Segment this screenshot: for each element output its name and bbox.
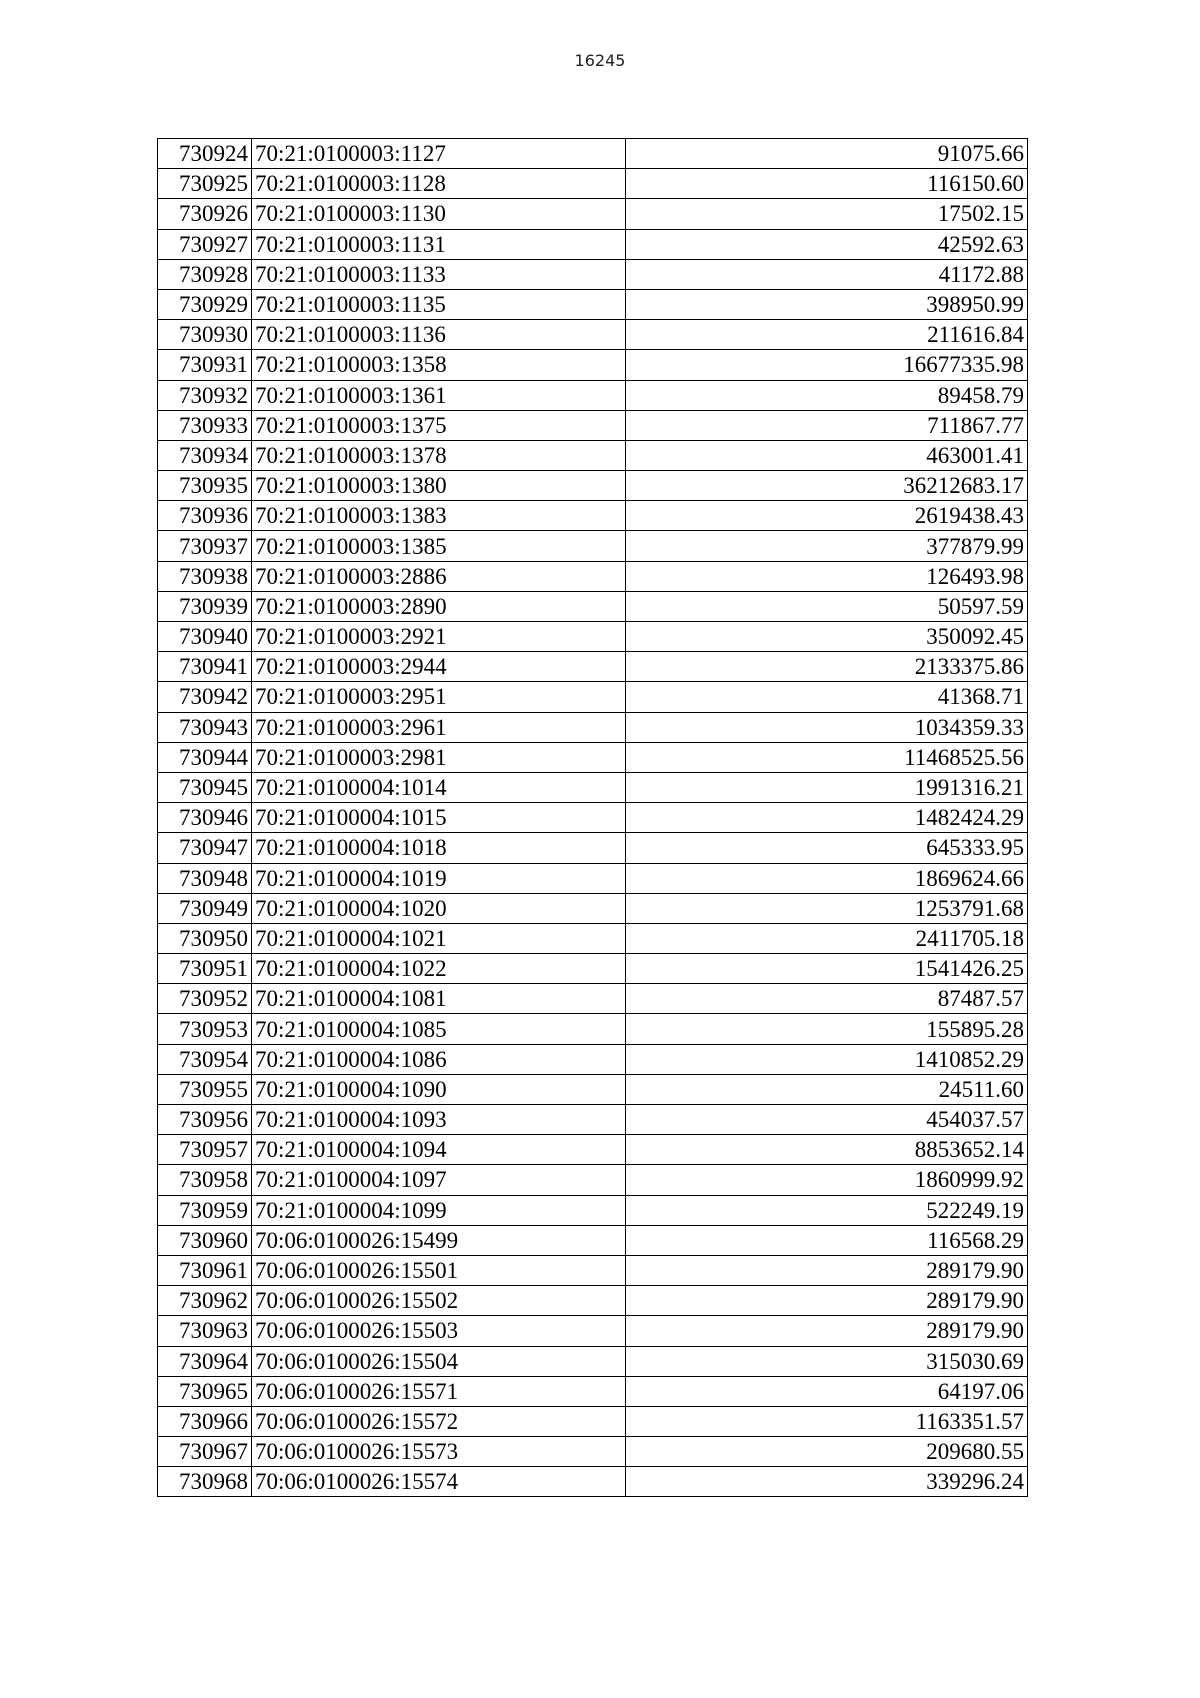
cadastral-value-cell: 2133375.86: [626, 652, 1028, 682]
cadastral-number-cell: 70:21:0100004:1015: [252, 803, 626, 833]
cadastral-value-cell: 289179.90: [626, 1286, 1028, 1316]
row-number-cell: 730955: [158, 1074, 252, 1104]
cadastral-number-cell: 70:21:0100004:1086: [252, 1044, 626, 1074]
page-number: 16245: [574, 51, 626, 70]
table-row: [158, 1255, 1028, 1285]
row-number-cell: 730960: [158, 1225, 252, 1255]
cadastral-number-cell: 70:21:0100004:1097: [252, 1165, 626, 1195]
row-number-cell: 730962: [158, 1286, 252, 1316]
table-row: [158, 1105, 1028, 1135]
table-row: [158, 1195, 1028, 1225]
row-number-cell: 730968: [158, 1467, 252, 1497]
table-row: [158, 1135, 1028, 1165]
cadastral-value-cell: 454037.57: [626, 1105, 1028, 1135]
cadastral-value-cell: 398950.99: [626, 289, 1028, 319]
cadastral-value-cell: 16677335.98: [626, 350, 1028, 380]
cadastral-number-cell: 70:06:0100026:15571: [252, 1376, 626, 1406]
cadastral-number-cell: 70:06:0100026:15501: [252, 1255, 626, 1285]
cadastral-number-cell: 70:21:0100003:1136: [252, 320, 626, 350]
cadastral-number-cell: 70:21:0100004:1094: [252, 1135, 626, 1165]
cadastral-number-cell: 70:21:0100004:1014: [252, 772, 626, 802]
table-row: [158, 954, 1028, 984]
row-number-cell: 730943: [158, 712, 252, 742]
table-row: [158, 803, 1028, 833]
table-row: [158, 169, 1028, 199]
row-number-cell: 730926: [158, 199, 252, 229]
cadastral-value-cell: 89458.79: [626, 380, 1028, 410]
cadastral-number-cell: 70:06:0100026:15573: [252, 1437, 626, 1467]
cadastral-value-cell: 116568.29: [626, 1225, 1028, 1255]
cadastral-number-cell: 70:21:0100003:2921: [252, 622, 626, 652]
cadastral-value-cell: 17502.15: [626, 199, 1028, 229]
row-number-cell: 730958: [158, 1165, 252, 1195]
cadastral-number-cell: 70:21:0100003:2981: [252, 742, 626, 772]
row-number-cell: 730964: [158, 1346, 252, 1376]
cadastral-number-cell: 70:21:0100004:1099: [252, 1195, 626, 1225]
cadastral-number-cell: 70:21:0100003:1127: [252, 139, 626, 169]
cadastral-value-cell: 155895.28: [626, 1014, 1028, 1044]
table-row: [158, 531, 1028, 561]
row-number-cell: 730939: [158, 591, 252, 621]
cadastral-number-cell: 70:21:0100003:1133: [252, 259, 626, 289]
table-row: [158, 1406, 1028, 1436]
cadastral-value-cell: 91075.66: [626, 139, 1028, 169]
cadastral-number-cell: 70:21:0100003:1128: [252, 169, 626, 199]
cadastral-number-cell: 70:21:0100004:1090: [252, 1074, 626, 1104]
cadastral-value-cell: 1034359.33: [626, 712, 1028, 742]
table-row: [158, 410, 1028, 440]
cadastral-value-cell: 350092.45: [626, 622, 1028, 652]
row-number-cell: 730927: [158, 229, 252, 259]
cadastral-value-cell: 24511.60: [626, 1074, 1028, 1104]
table-body: [158, 139, 1028, 1497]
cadastral-number-cell: 70:21:0100004:1093: [252, 1105, 626, 1135]
table-row: [158, 1225, 1028, 1255]
cadastral-value-cell: 211616.84: [626, 320, 1028, 350]
cadastral-number-cell: 70:21:0100004:1021: [252, 923, 626, 953]
row-number-cell: 730963: [158, 1316, 252, 1346]
table-row: [158, 1014, 1028, 1044]
row-number-cell: 730925: [158, 169, 252, 199]
cadastral-number-cell: 70:21:0100003:1380: [252, 471, 626, 501]
row-number-cell: 730946: [158, 803, 252, 833]
cadastral-number-cell: 70:21:0100003:1131: [252, 229, 626, 259]
table-row: [158, 833, 1028, 863]
row-number-cell: 730967: [158, 1437, 252, 1467]
cadastral-value-cell: 11468525.56: [626, 742, 1028, 772]
cadastral-number-cell: 70:21:0100004:1019: [252, 863, 626, 893]
table-row: [158, 652, 1028, 682]
row-number-cell: 730933: [158, 410, 252, 440]
cadastral-number-cell: 70:21:0100003:1378: [252, 440, 626, 470]
row-number-cell: 730935: [158, 471, 252, 501]
cadastral-value-cell: 522249.19: [626, 1195, 1028, 1225]
table-row: [158, 772, 1028, 802]
table-row: [158, 561, 1028, 591]
cadastral-number-cell: 70:21:0100004:1020: [252, 893, 626, 923]
cadastral-value-cell: 1860999.92: [626, 1165, 1028, 1195]
cadastral-value-cell: 1991316.21: [626, 772, 1028, 802]
cadastral-value-cell: 42592.63: [626, 229, 1028, 259]
table-row: [158, 622, 1028, 652]
table-row: [158, 1044, 1028, 1074]
row-number-cell: 730957: [158, 1135, 252, 1165]
cadastral-number-cell: 70:21:0100004:1085: [252, 1014, 626, 1044]
row-number-cell: 730950: [158, 923, 252, 953]
cadastral-value-cell: 711867.77: [626, 410, 1028, 440]
table-row: [158, 471, 1028, 501]
row-number-cell: 730959: [158, 1195, 252, 1225]
table-row: [158, 139, 1028, 169]
cadastral-value-cell: 87487.57: [626, 984, 1028, 1014]
row-number-cell: 730924: [158, 139, 252, 169]
table-row: [158, 1316, 1028, 1346]
row-number-cell: 730951: [158, 954, 252, 984]
cadastral-number-cell: 70:21:0100003:1375: [252, 410, 626, 440]
cadastral-number-cell: 70:06:0100026:15502: [252, 1286, 626, 1316]
cadastral-value-cell: 41368.71: [626, 682, 1028, 712]
cadastral-value-cell: 116150.60: [626, 169, 1028, 199]
row-number-cell: 730942: [158, 682, 252, 712]
table-row: [158, 1165, 1028, 1195]
cadastral-value-cell: 315030.69: [626, 1346, 1028, 1376]
table-row: [158, 380, 1028, 410]
cadastral-value-cell: 209680.55: [626, 1437, 1028, 1467]
cadastral-value-cell: 8853652.14: [626, 1135, 1028, 1165]
cadastral-number-cell: 70:21:0100003:1383: [252, 501, 626, 531]
row-number-cell: 730949: [158, 893, 252, 923]
table-row: [158, 1286, 1028, 1316]
cadastral-value-cell: 1410852.29: [626, 1044, 1028, 1074]
row-number-cell: 730947: [158, 833, 252, 863]
cadastral-number-cell: 70:06:0100026:15574: [252, 1467, 626, 1497]
row-number-cell: 730940: [158, 622, 252, 652]
row-number-cell: 730930: [158, 320, 252, 350]
cadastral-value-cell: 126493.98: [626, 561, 1028, 591]
cadastral-value-cell: 1869624.66: [626, 863, 1028, 893]
cadastral-number-cell: 70:21:0100003:2890: [252, 591, 626, 621]
cadastral-number-cell: 70:06:0100026:15499: [252, 1225, 626, 1255]
row-number-cell: 730936: [158, 501, 252, 531]
cadastral-number-cell: 70:06:0100026:15503: [252, 1316, 626, 1346]
table-row: [158, 591, 1028, 621]
cadastral-number-cell: 70:21:0100003:2886: [252, 561, 626, 591]
row-number-cell: 730945: [158, 772, 252, 802]
table-row: [158, 320, 1028, 350]
cadastral-number-cell: 70:21:0100003:1358: [252, 350, 626, 380]
table-row: [158, 440, 1028, 470]
cadastral-number-cell: 70:21:0100004:1022: [252, 954, 626, 984]
cadastral-value-cell: 1163351.57: [626, 1406, 1028, 1436]
row-number-cell: 730948: [158, 863, 252, 893]
table-row: [158, 1437, 1028, 1467]
row-number-cell: 730941: [158, 652, 252, 682]
cadastral-value-cell: 1253791.68: [626, 893, 1028, 923]
table-row: [158, 923, 1028, 953]
row-number-cell: 730928: [158, 259, 252, 289]
row-number-cell: 730966: [158, 1406, 252, 1436]
table-row: [158, 984, 1028, 1014]
table-row: [158, 1074, 1028, 1104]
cadastral-number-cell: 70:21:0100003:1361: [252, 380, 626, 410]
table-row: [158, 501, 1028, 531]
cadastral-value-cell: 289179.90: [626, 1255, 1028, 1285]
table-row: [158, 893, 1028, 923]
cadastral-value-cell: 41172.88: [626, 259, 1028, 289]
table-row: [158, 229, 1028, 259]
cadastral-number-cell: 70:21:0100003:2961: [252, 712, 626, 742]
table-row: [158, 1346, 1028, 1376]
cadastral-number-cell: 70:21:0100003:2944: [252, 652, 626, 682]
row-number-cell: 730938: [158, 561, 252, 591]
cadastral-number-cell: 70:06:0100026:15504: [252, 1346, 626, 1376]
row-number-cell: 730934: [158, 440, 252, 470]
row-number-cell: 730952: [158, 984, 252, 1014]
cadastral-number-cell: 70:21:0100003:1130: [252, 199, 626, 229]
table-row: [158, 1467, 1028, 1497]
row-number-cell: 730953: [158, 1014, 252, 1044]
table-row: [158, 863, 1028, 893]
cadastral-value-cell: 1541426.25: [626, 954, 1028, 984]
table-row: [158, 742, 1028, 772]
cadastral-number-cell: 70:21:0100003:1385: [252, 531, 626, 561]
table-row: [158, 289, 1028, 319]
cadastral-number-cell: 70:21:0100004:1018: [252, 833, 626, 863]
cadastral-value-table: [157, 138, 1028, 1497]
row-number-cell: 730956: [158, 1105, 252, 1135]
cadastral-value-cell: 289179.90: [626, 1316, 1028, 1346]
cadastral-value-cell: 377879.99: [626, 531, 1028, 561]
cadastral-value-cell: 645333.95: [626, 833, 1028, 863]
cadastral-value-cell: 50597.59: [626, 591, 1028, 621]
row-number-cell: 730932: [158, 380, 252, 410]
cadastral-value-cell: 64197.06: [626, 1376, 1028, 1406]
cadastral-value-cell: 463001.41: [626, 440, 1028, 470]
table-row: [158, 712, 1028, 742]
table-row: [158, 1376, 1028, 1406]
table-row: [158, 199, 1028, 229]
cadastral-number-cell: 70:21:0100003:1135: [252, 289, 626, 319]
cadastral-number-cell: 70:21:0100003:2951: [252, 682, 626, 712]
cadastral-value-cell: 36212683.17: [626, 471, 1028, 501]
row-number-cell: 730965: [158, 1376, 252, 1406]
table-row: [158, 682, 1028, 712]
cadastral-value-cell: 2619438.43: [626, 501, 1028, 531]
cadastral-number-cell: 70:21:0100004:1081: [252, 984, 626, 1014]
cadastral-value-cell: 2411705.18: [626, 923, 1028, 953]
cadastral-number-cell: 70:06:0100026:15572: [252, 1406, 626, 1436]
table-row: [158, 350, 1028, 380]
row-number-cell: 730931: [158, 350, 252, 380]
cadastral-value-cell: 339296.24: [626, 1467, 1028, 1497]
row-number-cell: 730954: [158, 1044, 252, 1074]
row-number-cell: 730937: [158, 531, 252, 561]
row-number-cell: 730929: [158, 289, 252, 319]
cadastral-value-cell: 1482424.29: [626, 803, 1028, 833]
row-number-cell: 730944: [158, 742, 252, 772]
table-row: [158, 259, 1028, 289]
row-number-cell: 730961: [158, 1255, 252, 1285]
